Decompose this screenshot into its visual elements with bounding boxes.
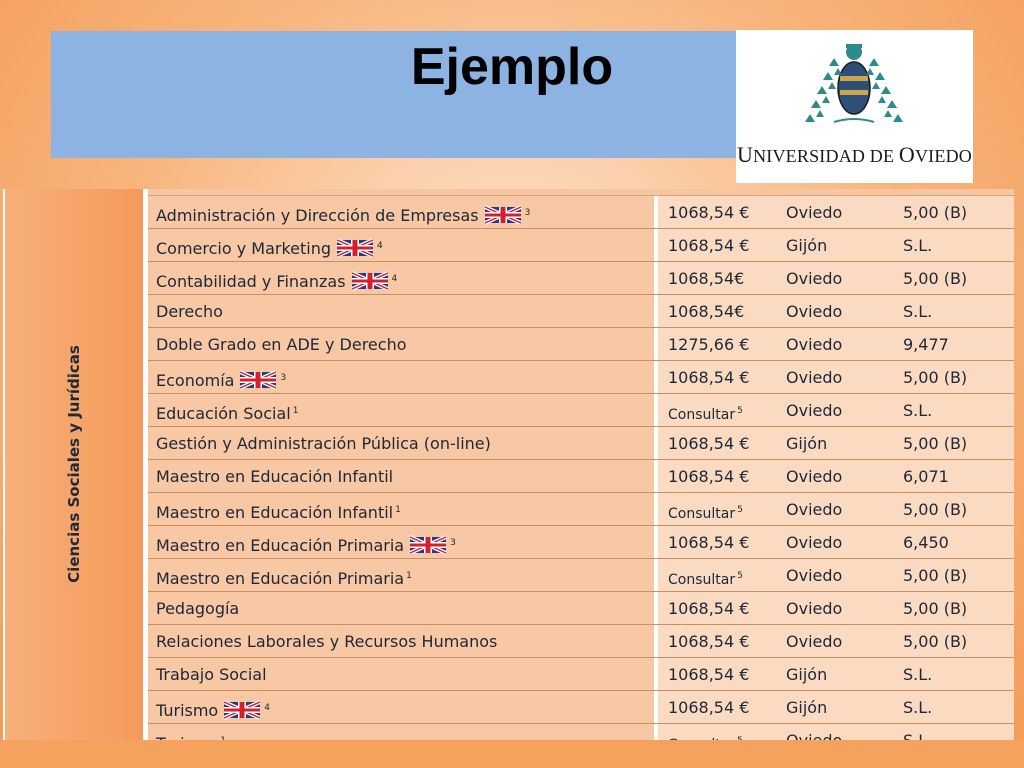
degree-name: Economía [156, 371, 235, 390]
table-row [148, 229, 1014, 262]
degree-name: Derecho [156, 302, 223, 321]
degree-cell [148, 592, 654, 624]
price-footnote: 5 [737, 406, 743, 416]
table-row [148, 658, 1014, 691]
price-cell [668, 295, 744, 329]
price-footnote: 5 [737, 571, 743, 581]
price-cell [668, 262, 744, 296]
grade-cell: 5,00 (B) [903, 566, 968, 585]
degree-name: Turismo [156, 701, 219, 720]
price-cell [668, 361, 749, 395]
price-cell [668, 460, 749, 494]
campus-cell: Oviedo [786, 566, 843, 585]
degree-footnote: 1 [395, 505, 401, 515]
price-cell [668, 592, 749, 626]
degree-cell [148, 295, 654, 327]
english-flag [410, 531, 446, 547]
degree-footnote: 3 [524, 208, 531, 218]
degree-footnote: 1 [292, 406, 299, 416]
table-row [148, 295, 1014, 328]
campus-cell: Oviedo [786, 203, 843, 222]
table-row [148, 361, 1014, 394]
table-row [148, 526, 1014, 559]
campus-cell: Oviedo [786, 500, 843, 519]
grade-cell: 5,00 (B) [903, 632, 968, 651]
degree-name: Administración y Dirección de Empresas [156, 206, 479, 225]
category-cell [5, 189, 143, 740]
grade-cell: 5,00 (B) [903, 500, 968, 519]
price-cell [668, 625, 749, 659]
table-rows [148, 189, 1014, 757]
degree-name: Maestro en Educación Primaria [156, 536, 405, 555]
degree-cell [148, 427, 654, 459]
degree-name: Contabilidad y Finanzas [156, 272, 346, 291]
price-value: 1068,54 € [668, 599, 750, 618]
uk-flag-icon [485, 207, 521, 223]
degree-cell [148, 691, 654, 723]
degree-name: Maestro en Educación Infantil [156, 503, 394, 522]
price-value: 1068,54 € [668, 203, 750, 222]
degree-name: Educación Social [156, 404, 291, 423]
degree-footnote: 4 [264, 703, 270, 713]
grade-cell: S.L. [903, 236, 933, 255]
university-logo [736, 30, 973, 183]
grade-cell: 5,00 (B) [903, 368, 968, 387]
uk-flag-icon [240, 372, 276, 388]
price-cell [668, 691, 749, 725]
grade-cell: S.L. [903, 401, 933, 420]
table-row [148, 460, 1014, 493]
campus-cell: Oviedo [786, 467, 843, 486]
degree-cell [148, 658, 654, 690]
table-row [148, 625, 1014, 658]
campus-cell: Gijón [786, 665, 828, 684]
degree-cell [148, 559, 654, 591]
campus-cell: Oviedo [786, 269, 843, 288]
price-value: Consultar [668, 572, 736, 588]
campus-cell: Gijón [786, 698, 828, 717]
campus-cell: Oviedo [786, 599, 843, 618]
price-value: 1068,54 € [668, 434, 750, 453]
grade-cell: 9,477 [903, 335, 949, 354]
degree-name: Relaciones Laborales y Recursos Humanos [156, 632, 498, 651]
price-cell [668, 658, 749, 692]
grade-cell: S.L. [903, 698, 933, 717]
grade-cell: S.L. [903, 302, 933, 321]
english-flag [485, 201, 521, 217]
price-cell [668, 328, 749, 362]
campus-cell: Oviedo [786, 368, 843, 387]
table-row [148, 262, 1014, 295]
price-value: 1068,54 € [668, 632, 750, 651]
table-row [148, 196, 1014, 229]
grade-cell: 5,00 (B) [903, 599, 968, 618]
price-value: 1068,54€ [668, 269, 745, 288]
price-value: 1068,54 € [668, 368, 750, 387]
campus-cell: Oviedo [786, 335, 843, 354]
table-row [148, 691, 1014, 724]
degree-cell [148, 493, 654, 525]
grade-cell: 5,00 (B) [903, 269, 968, 288]
price-cell [668, 229, 749, 263]
price-value: Consultar [668, 506, 736, 522]
price-value: 1275,66 € [668, 335, 750, 354]
degree-name: Maestro en Educación Infantil [156, 467, 394, 486]
university-name: UNIVERSIDAD DE OVIEDO [737, 142, 972, 167]
university-seal-icon [794, 38, 914, 138]
degrees-table [3, 189, 1014, 740]
english-flag [337, 234, 373, 250]
english-flag [352, 267, 388, 283]
price-cell [668, 196, 749, 230]
degree-footnote: 4 [391, 274, 398, 284]
grade-cell: S.L. [903, 665, 933, 684]
campus-cell: Oviedo [786, 632, 843, 651]
slide-title: Ejemplo [410, 38, 614, 96]
campus-cell: Oviedo [786, 302, 843, 321]
uk-flag-icon [337, 240, 373, 256]
price-value: Consultar [668, 407, 736, 423]
degree-footnote: 1 [406, 571, 412, 581]
degree-cell [148, 625, 654, 657]
degree-cell [148, 328, 654, 360]
price-value: 1068,54€ [668, 302, 745, 321]
table-row [148, 559, 1014, 592]
degree-cell [148, 262, 654, 294]
price-value: 1068,54 € [668, 533, 750, 552]
degree-cell [148, 460, 654, 492]
table-row [148, 592, 1014, 625]
price-value: 1068,54 € [668, 467, 750, 486]
degree-cell [148, 526, 654, 558]
english-flag [240, 366, 276, 382]
campus-cell: Gijón [786, 236, 828, 255]
table-row [148, 328, 1014, 361]
price-footnote: 5 [737, 505, 743, 515]
price-cell [668, 427, 749, 461]
category-label: Ciencias Sociales y Jurídicas [65, 345, 83, 583]
price-value: 1068,54 € [668, 665, 750, 684]
degree-name: Trabajo Social [156, 665, 267, 684]
price-value: 1068,54 € [668, 236, 750, 255]
degree-name: Gestión y Administración Pública (on-line) [156, 434, 491, 453]
degree-name: Comercio y Marketing [156, 239, 332, 258]
grade-cell: 6,071 [903, 467, 949, 486]
degree-cell [148, 229, 654, 261]
degree-cell [148, 196, 654, 228]
degree-name: Maestro en Educación Primaria [156, 569, 405, 588]
degree-footnote: 3 [280, 373, 287, 383]
uk-flag-icon [410, 537, 446, 553]
degree-cell [148, 394, 654, 426]
campus-cell: Oviedo [786, 533, 843, 552]
uk-flag-icon [352, 273, 388, 289]
degree-cell [148, 361, 654, 393]
degree-footnote: 3 [450, 538, 456, 548]
bottom-band [0, 740, 1024, 768]
table-row [148, 427, 1014, 460]
grade-cell: 5,00 (B) [903, 434, 968, 453]
degree-footnote: 4 [377, 241, 383, 251]
grade-cell: 6,450 [903, 533, 949, 552]
campus-cell: Gijón [786, 434, 828, 453]
table-row [148, 493, 1014, 526]
table-top-strip [148, 189, 1014, 196]
degree-name: Pedagogía [156, 599, 240, 618]
grade-cell: 5,00 (B) [903, 203, 968, 222]
degree-name: Doble Grado en ADE y Derecho [156, 335, 407, 354]
campus-cell: Oviedo [786, 401, 843, 420]
english-flag [224, 696, 260, 712]
table-row [148, 394, 1014, 427]
price-value: 1068,54 € [668, 698, 750, 717]
uk-flag-icon [224, 702, 260, 718]
price-cell [668, 526, 749, 560]
